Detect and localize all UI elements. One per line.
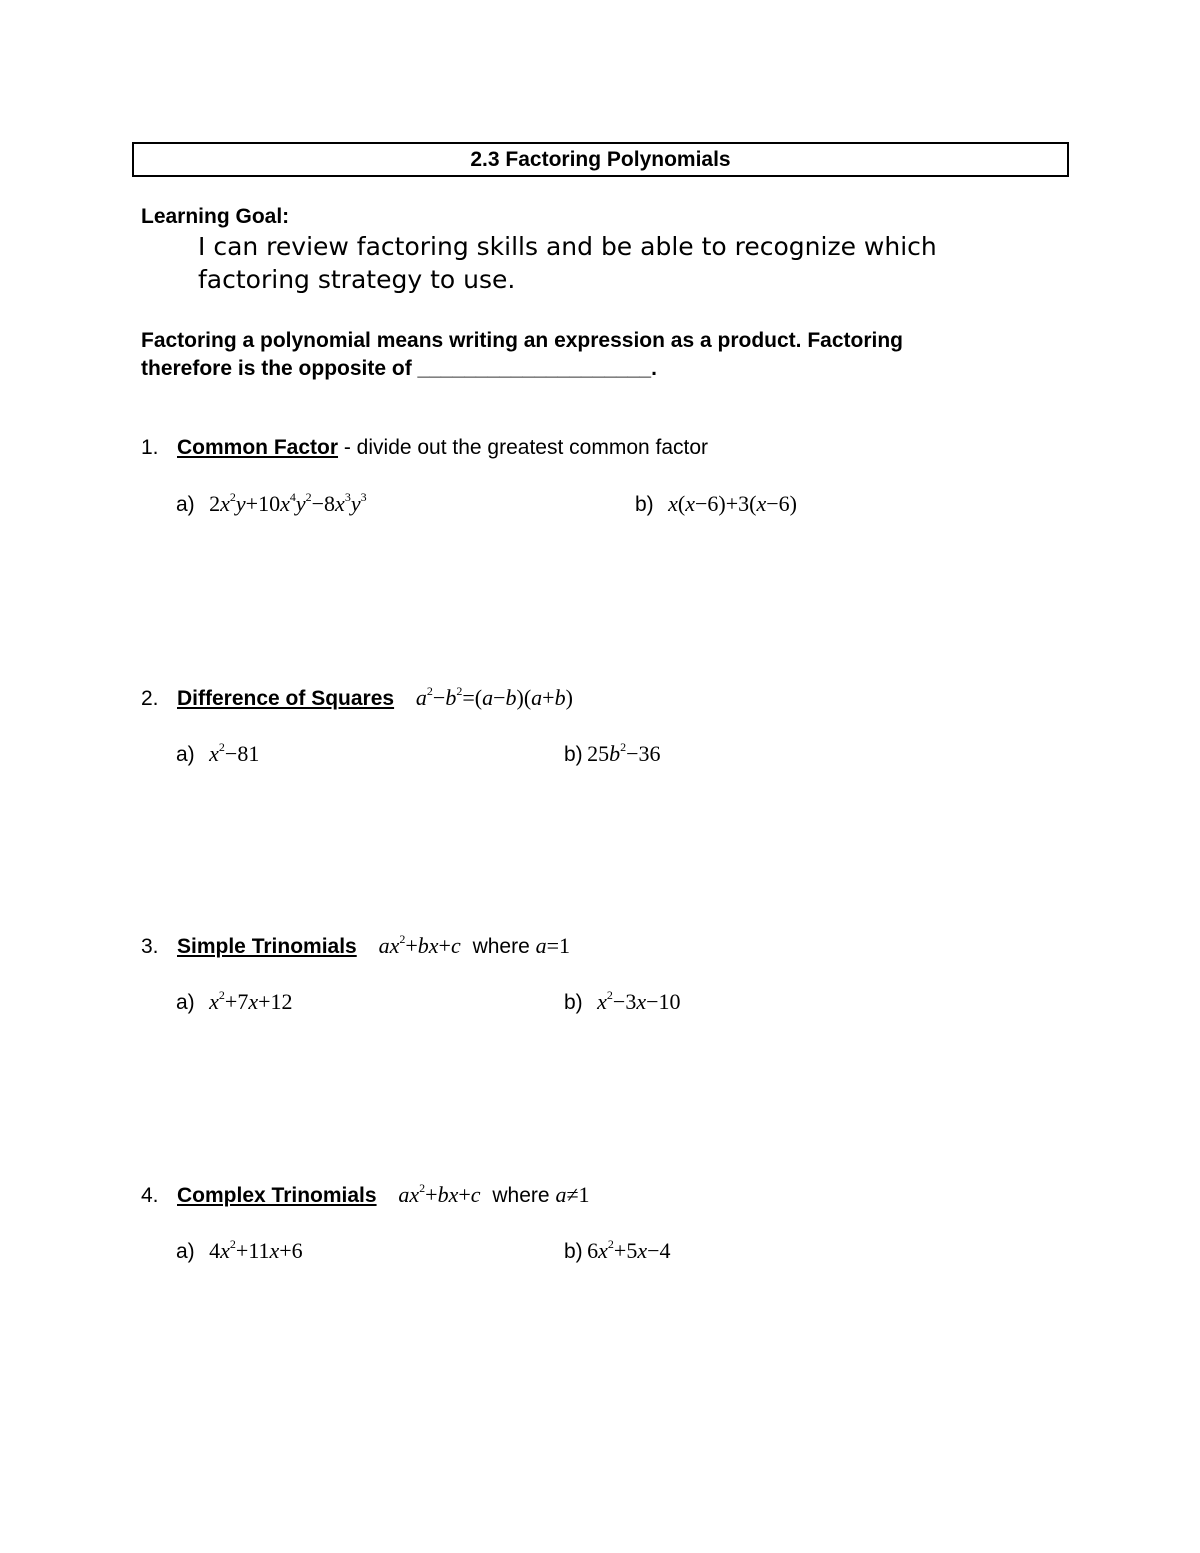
section-formula: $a^2-b^2=(a-b)(a+b)$ [415, 684, 573, 710]
section-number: 2. [141, 687, 159, 710]
intro-line-1: Factoring a polynomial means writing an expression as a product. Factoring [141, 329, 903, 352]
expression-text-mirror [0, 0, 1, 1]
section-4-heading [141, 1182, 590, 1208]
section-3-heading [141, 933, 570, 959]
condition: a=1 [535, 933, 571, 958]
problem-expression: $x^2-81$ [209, 740, 260, 766]
problem-expression: $x^2+7x+12$ [209, 988, 293, 1014]
problem-2b [564, 741, 661, 767]
problem-1b [635, 491, 797, 517]
problem-label: a) [176, 743, 195, 766]
condition-word: where [492, 1184, 550, 1207]
condition-word: where [472, 935, 530, 958]
section-name: Common Factor [177, 436, 339, 459]
section-name: Simple Trinomials [177, 935, 357, 958]
problem-label: a) [176, 1240, 195, 1263]
problem-label: a) [176, 493, 195, 516]
problem-label: b) [564, 743, 583, 766]
section-number: 1. [141, 436, 159, 459]
problem-label: b) [564, 1240, 583, 1263]
learning-goal-text: I can review factoring skills and be able to recognize which factoring strategy to use. [198, 232, 937, 294]
problem-4b [564, 1238, 671, 1264]
problem-label: a) [176, 991, 195, 1014]
problem-expression: $6x^2+5x-4$ [587, 1237, 671, 1263]
problem-label: b) [635, 493, 654, 516]
section-description: - divide out the greatest common factor [338, 436, 709, 459]
section-name: Difference of Squares [177, 687, 395, 710]
condition: a≠1 [555, 1182, 590, 1207]
expr-1a-text [0, 0, 1, 1]
problem-expression: x(x−6)+3(x−6) [668, 491, 797, 516]
problem-expression: $25b^2-36$ [587, 740, 661, 766]
title-box [132, 142, 1069, 177]
problem-1a [176, 491, 367, 517]
problem-2a [176, 741, 259, 767]
problem-expression: $4x^2+11x+6$ [209, 1237, 303, 1263]
problem-3a [176, 989, 293, 1015]
page-title: 2.3 Factoring Polynomials [470, 148, 731, 171]
intro-paragraph [141, 327, 1041, 383]
problem-3b [564, 989, 681, 1015]
section-name: Complex Trinomials [177, 1184, 377, 1207]
learning-goal-label: Learning Goal: [141, 205, 290, 228]
section-formula: $ax^2+bx+c$ [398, 1181, 481, 1207]
problem-expression: $2x^2y+10x^4y^2-8x^3y^3$ [209, 490, 367, 516]
intro-line-2: therefore is the opposite of ____________________. [141, 357, 657, 380]
problem-label: b) [564, 991, 583, 1014]
problem-expression: $x^2-3x-10$ [597, 988, 681, 1014]
section-1-heading [141, 436, 708, 460]
problem-4a [176, 1238, 303, 1264]
section-2-heading [141, 685, 573, 711]
section-number: 3. [141, 935, 159, 958]
section-number: 4. [141, 1184, 159, 1207]
section-formula: $ax^2+bx+c$ [378, 932, 461, 958]
